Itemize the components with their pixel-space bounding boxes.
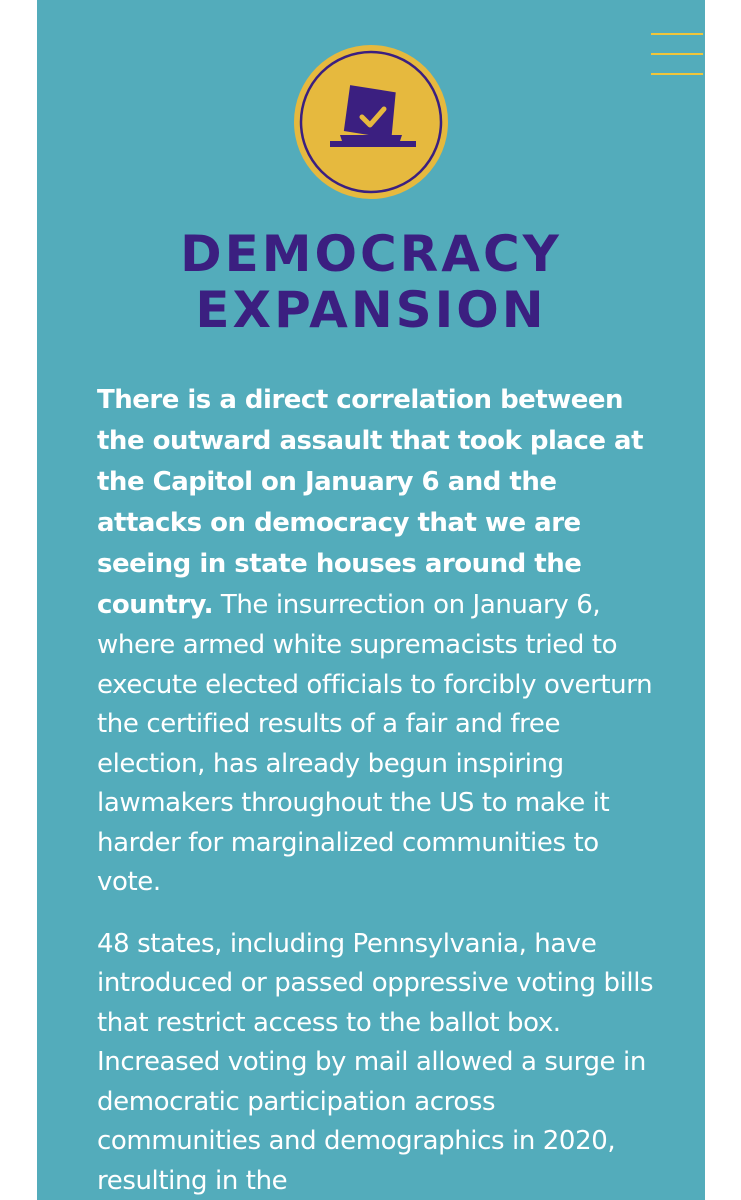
paragraph-1-rest: The insurrection on January 6, where armed white supremacists tried to execute elected officials to forcibly overturn the certified results of a fair and free election, has already begun inspiring lawmakers throughout the US to make it harder for marginalized communities to vote. — [97, 590, 653, 897]
title-line-2: EXPANSION — [195, 281, 547, 339]
page-title — [37, 226, 705, 338]
paragraph-1 — [97, 380, 657, 903]
paragraph-1-lead: There is a direct correlation between the outward assault that took place at the Capitol on January 6 and the attacks on democracy that we are seeing in state houses around the country. — [97, 385, 644, 620]
title-line-1: DEMOCRACY — [180, 225, 562, 283]
menu-bar-middle — [651, 53, 703, 55]
hamburger-menu-icon[interactable] — [651, 33, 703, 75]
menu-bar-top — [651, 33, 703, 35]
article-body — [97, 380, 657, 1200]
menu-bar-bottom — [651, 73, 703, 75]
paragraph-2: 48 states, including Pennsylvania, have introduced or passed oppressive voting bills that restrict access to the ballot box. Increased voting by mail allowed a surge in democratic participation across communities and demographics in 2020, resulting in the — [97, 928, 654, 1196]
ballot-box-check-icon — [292, 43, 450, 201]
page-container — [37, 0, 705, 1200]
